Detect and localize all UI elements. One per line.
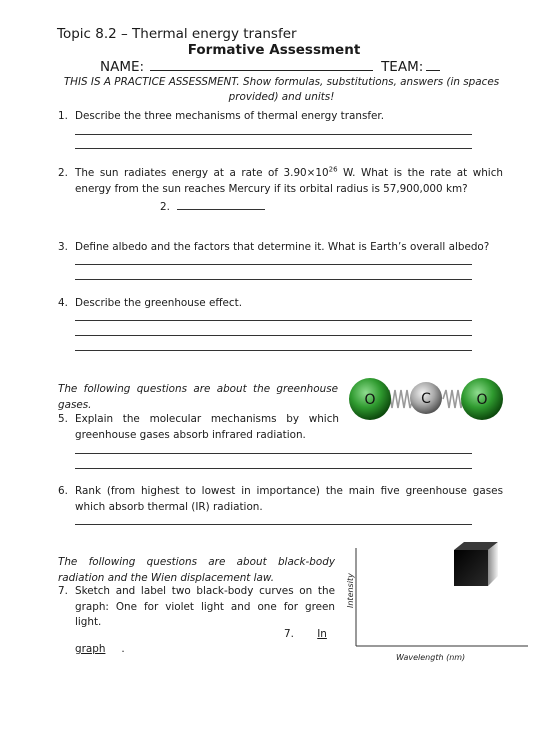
atom-label: C	[421, 391, 431, 407]
answer-line[interactable]	[75, 335, 472, 336]
answer-line[interactable]	[75, 279, 472, 280]
team-field[interactable]	[426, 58, 440, 71]
question-number: 3.	[58, 241, 68, 253]
answer-2	[160, 199, 265, 216]
question-number: 5.	[58, 413, 68, 425]
blackbody-graph[interactable]	[340, 538, 540, 668]
answer-line[interactable]	[75, 134, 472, 135]
question-text: Describe the greenhouse effect.	[75, 297, 243, 309]
greenhouse-intro: The following questions are about the greenhouse gases.	[58, 383, 338, 411]
question-number: 6.	[58, 485, 68, 497]
answer-number: 2.	[160, 201, 170, 213]
question-text: The sun radiates energy at a rate of $3.90\times 10^{26}$ W. What is the rate at which energy from the sun reaches Mercury if its orbital radius is 57,900,000 km?	[75, 165, 503, 195]
atom-label: O	[364, 392, 376, 408]
question-1	[58, 109, 503, 125]
answer-number: 7.	[284, 628, 294, 640]
team-label: TEAM:	[381, 59, 424, 75]
cube-front	[454, 550, 488, 586]
answer-line[interactable]	[75, 350, 472, 351]
y-axis-label: Intensity	[346, 573, 355, 608]
answer-line[interactable]	[75, 453, 472, 454]
answer-line[interactable]	[75, 148, 472, 149]
name-field[interactable]	[150, 58, 373, 71]
question-text: Define albedo and the factors that determine it. What is Earth’s overall albedo?	[75, 241, 490, 253]
co2-molecule-image	[346, 374, 506, 424]
black-body-cube-image	[452, 540, 500, 588]
answer-7	[284, 627, 327, 643]
name-label: NAME:	[100, 59, 145, 75]
atom-label: O	[476, 392, 488, 408]
answer-line[interactable]	[75, 320, 472, 321]
answer-field[interactable]	[177, 199, 265, 210]
question-number: 7.	[58, 585, 68, 597]
blackbody-intro: The following questions are about black-body radiation and the Wien displacement law.	[58, 556, 335, 584]
page-subtitle: Formative Assessment	[187, 42, 361, 58]
question-5	[58, 412, 339, 443]
practice-note: THIS IS A PRACTICE ASSESSMENT. Show formulas, substitutions, answers (in spaces provided) and units!	[63, 76, 500, 103]
question-text: Rank (from highest to lowest in importance) the main five greenhouse gases which absorb thermal (IR) radiation.	[75, 485, 503, 513]
name-team-row	[100, 58, 440, 75]
answer-line[interactable]	[75, 468, 472, 469]
question-4	[58, 296, 503, 312]
question-7	[58, 584, 335, 631]
question-number: 4.	[58, 297, 68, 309]
question-text: Explain the molecular mechanisms by which greenhouse gases absorb infrared radiation.	[75, 413, 339, 441]
answer-line[interactable]	[75, 264, 472, 265]
question-6	[58, 484, 503, 515]
question-3	[58, 240, 503, 256]
topic-title: Topic 8.2 – Thermal energy transfer	[57, 26, 297, 42]
exponent: 26	[328, 165, 338, 174]
x-axis-label: Wavelength (nm)	[396, 653, 466, 662]
question-number: 1.	[58, 110, 68, 122]
question-text: Sketch and label two black-body curves on the graph: One for violet light and one for green light.	[75, 585, 335, 628]
question-text: Describe the three mechanisms of thermal energy transfer.	[75, 110, 385, 122]
answer-7-continued: graph .	[75, 643, 125, 655]
answer-field[interactable]: graph	[75, 643, 106, 655]
answer-field[interactable]: In	[317, 628, 327, 640]
answer-line[interactable]	[75, 524, 472, 525]
question-number: 2.	[58, 167, 68, 179]
question-2	[58, 166, 503, 197]
